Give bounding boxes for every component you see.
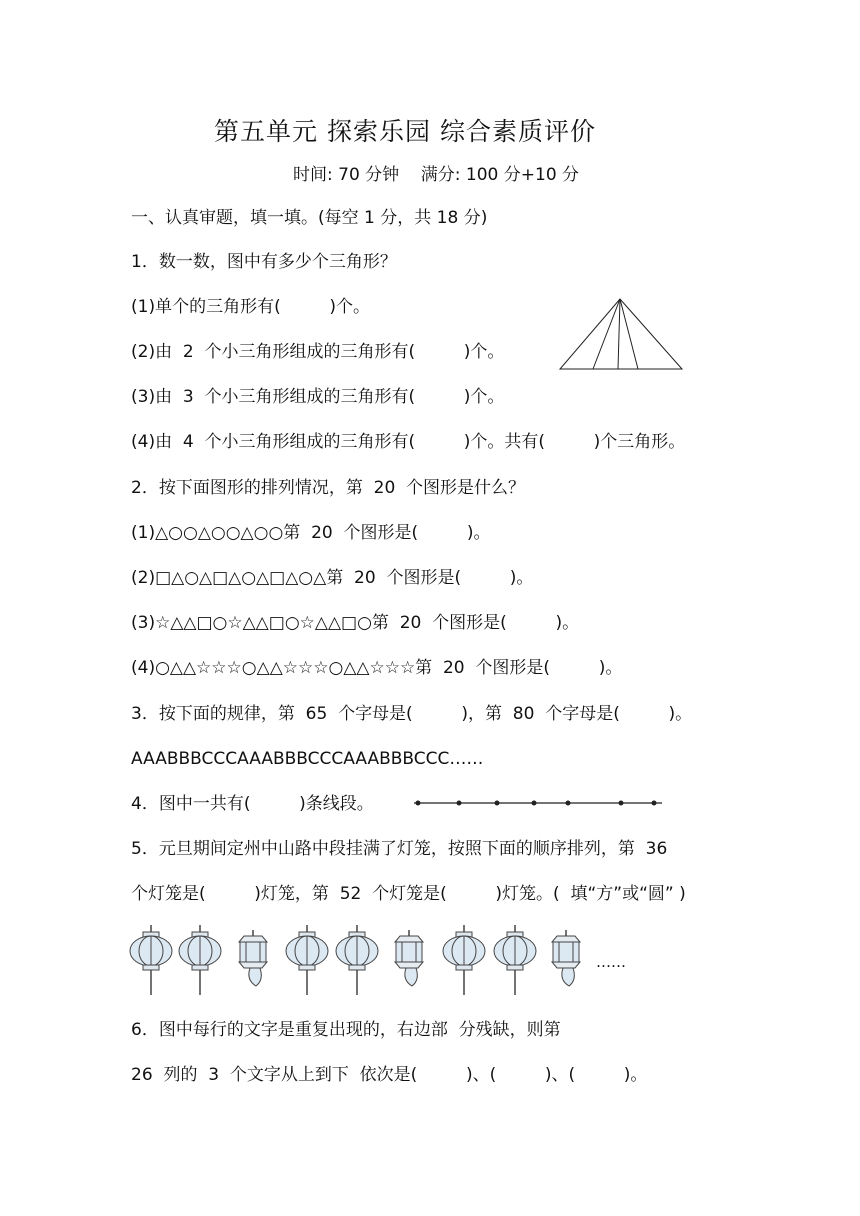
q1-part-3: (3)由 3 个小三角形组成的三角形有( )个。	[131, 387, 505, 407]
lantern-square-icon	[547, 928, 585, 990]
q1-part-2: (2)由 2 个小三角形组成的三角形有( )个。	[131, 342, 505, 362]
page-title: 第五单元 探索乐园 综合素质评价	[214, 117, 596, 146]
q5-line-1: 5．元旦期间定州中山路中段挂满了灯笼，按照下面的顺序排列，第 36	[131, 839, 668, 859]
lantern-square-icon	[390, 928, 428, 990]
lantern-round-icon	[128, 925, 174, 997]
q5-line-2: 个灯笼是( )灯笼，第 52 个灯笼是( )灯笼。( 填“方”或“圆” )	[131, 884, 686, 904]
lantern-ellipsis: ……	[596, 953, 626, 971]
lantern-round-icon	[441, 925, 487, 997]
q1-part-4: (4)由 4 个小三角形组成的三角形有( )个。共有( )个三角形。	[131, 432, 686, 452]
triangle-figure	[558, 297, 684, 371]
q2-part-1: (1)△○○△○○△○○第 20 个图形是( )。	[131, 523, 491, 543]
q3-prompt: 3．按下面的规律，第 65 个字母是( )，第 80 个字母是( )。	[131, 704, 693, 724]
section-heading: 一、认真审题，填一填。(每空 1 分，共 18 分)	[131, 208, 488, 228]
segment-line-figure	[412, 797, 664, 809]
q1-part-1: (1)单个的三角形有( )个。	[131, 297, 370, 317]
lantern-round-icon	[334, 925, 380, 997]
q2-part-2: (2)□△○△□△○△□△○△第 20 个图形是( )。	[131, 568, 534, 588]
q6-line-1: 6．图中每行的文字是重复出现的，右边部 分残缺，则第	[131, 1020, 561, 1040]
q2-part-4: (4)○△△☆☆☆○△△☆☆☆○△△☆☆☆第 20 个图形是( )。	[131, 658, 623, 678]
q4-prompt: 4．图中一共有( )条线段。	[131, 794, 374, 814]
q1-prompt: 1．数一数，图中有多少个三角形？	[131, 252, 397, 272]
exam-info: 时间: 70 分钟 满分: 100 分+10 分	[293, 165, 580, 185]
lantern-round-icon	[177, 925, 223, 997]
lantern-round-icon	[284, 925, 330, 997]
q2-prompt: 2．按下面图形的排列情况，第 20 个图形是什么？	[131, 478, 526, 498]
q6-line-2: 26 列的 3 个文字从上到下 依次是( )、( )、( )。	[131, 1065, 648, 1085]
lantern-square-icon	[234, 928, 272, 990]
q2-part-3: (3)☆△△□○☆△△□○☆△△□○第 20 个图形是( )。	[131, 613, 580, 633]
lantern-round-icon	[492, 925, 538, 997]
q3-sequence: AAABBBCCCAAABBBCCCAAABBBCCC……	[131, 749, 484, 769]
